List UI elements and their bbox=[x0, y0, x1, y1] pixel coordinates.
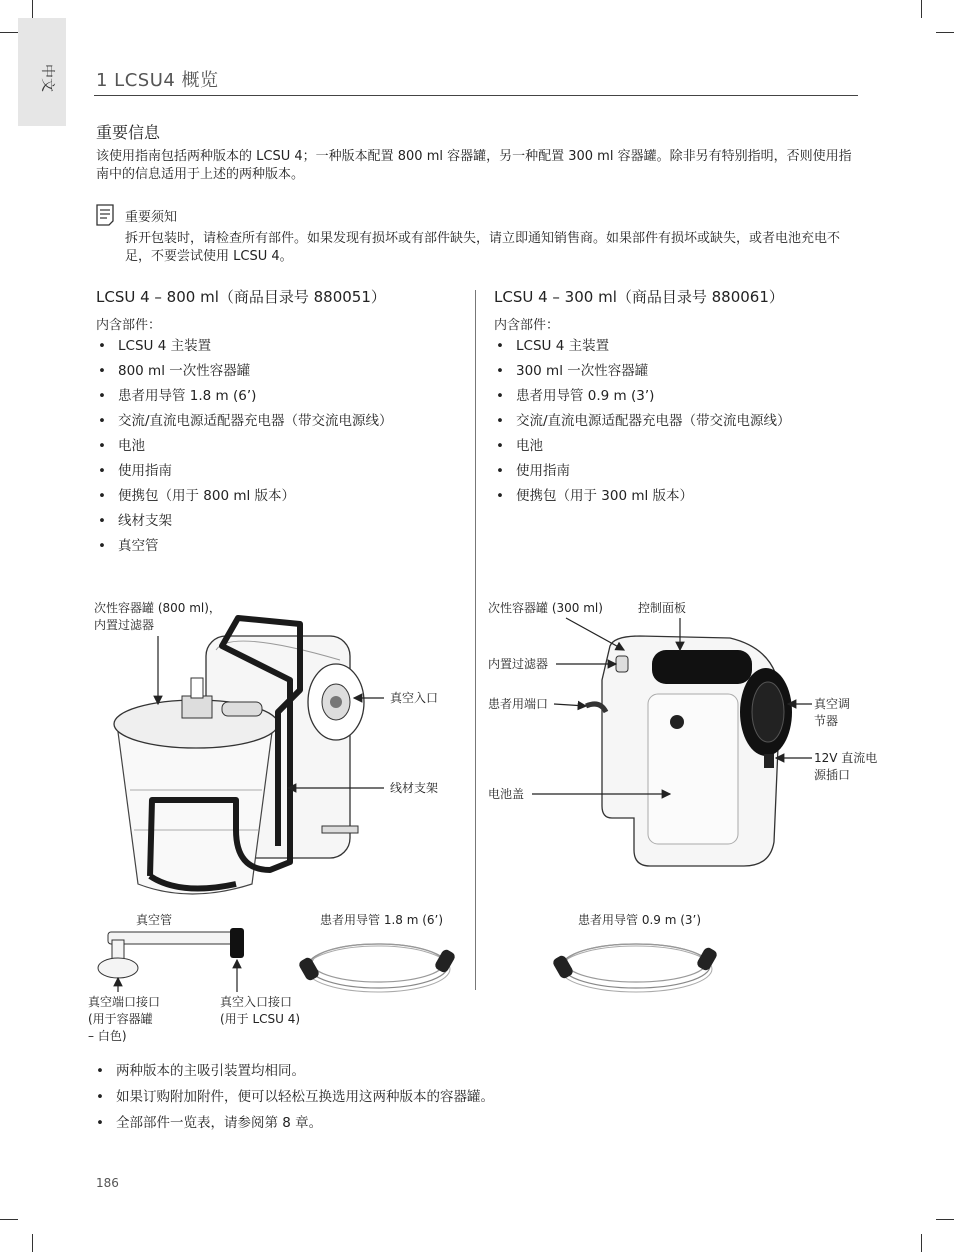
label-control-panel: 控制面板 bbox=[638, 601, 687, 615]
list-item: • 真空管 bbox=[98, 538, 159, 554]
list-item: • 使用指南 bbox=[98, 463, 172, 479]
canister-800ml bbox=[114, 678, 278, 894]
language-tab-label: 中文 bbox=[39, 64, 55, 92]
label-wire-stand: 线材支架 bbox=[390, 781, 439, 795]
label-vacuum-inlet: 真空入口 bbox=[390, 691, 439, 705]
patient-tube-coil-long bbox=[297, 944, 456, 992]
list-item: • 便携包（用于 300 ml 版本） bbox=[496, 488, 694, 504]
label-battery-cover: 电池盖 bbox=[488, 787, 525, 801]
list-item: • 800 ml 一次性容器罐 bbox=[98, 363, 251, 379]
intro-paragraph: 该使用指南包括两种版本的 LCSU 4；一种版本配置 800 ml 容器罐，另一种配置 300 ml 容器罐。除非另有特别指明，否则使用指南中的信息适用于上述的两种版本。 bbox=[96, 149, 852, 182]
list-item: • 交流/直流电源适配器充电器（带交流电源线） bbox=[496, 413, 791, 429]
label-vacuum-regulator: 真空调 节器 bbox=[814, 697, 851, 728]
label-patient-tube-long: 患者用导管 1.8 m (6’) bbox=[320, 913, 444, 927]
left-contains-label: 内含部件： bbox=[96, 318, 162, 333]
list-item: • 交流/直流电源适配器充电器（带交流电源线） bbox=[98, 413, 393, 429]
list-item: • 患者用导管 0.9 m (3’) bbox=[496, 388, 655, 404]
lcsu4-300ml-unit bbox=[586, 636, 792, 866]
list-item: • 两种版本的主吸引装置均相同。 bbox=[96, 1063, 305, 1079]
label-vacuum-port-connector: 真空端口接口 (用于容器罐 – 白色) bbox=[88, 995, 161, 1043]
note-body: 拆开包装时，请检查所有部件。如果发现有损坏或有部件缺失，请立即通知销售商。如果部件有损坏或缺失，或者电池充电不足，不要尝试使用 LCSU 4。 bbox=[125, 231, 841, 264]
list-item: • 便携包（用于 800 ml 版本） bbox=[98, 488, 296, 504]
label-inner-filter: 内置过滤器 bbox=[488, 657, 549, 671]
section-title: 重要信息 bbox=[96, 123, 161, 142]
list-item: • 300 ml 一次性容器罐 bbox=[496, 363, 649, 379]
list-item: • 患者用导管 1.8 m (6’) bbox=[98, 388, 257, 404]
list-item: • LCSU 4 主装置 bbox=[98, 338, 212, 354]
vacuum-tube-illustration bbox=[98, 928, 244, 978]
list-item: • 电池 bbox=[496, 438, 543, 454]
label-canister-800: 次性容器罐 (800 ml)， 内置过滤器 bbox=[94, 601, 221, 632]
label-vacuum-tube: 真空管 bbox=[136, 913, 173, 927]
label-patient-port: 患者用端口 bbox=[488, 697, 549, 711]
label-vacuum-inlet-connector: 真空入口接口 (用于 LCSU 4) bbox=[220, 995, 301, 1026]
right-column-heading: LCSU 4 – 300 ml（商品目录号 880061） bbox=[494, 288, 784, 306]
list-item: • 使用指南 bbox=[496, 463, 570, 479]
list-item: • 全部部件一览表，请参阅第 8 章。 bbox=[96, 1115, 323, 1131]
list-item: • 电池 bbox=[98, 438, 145, 454]
patient-tube-coil-short bbox=[551, 944, 718, 992]
label-dc-socket: 12V 直流电 源插口 bbox=[814, 751, 878, 782]
label-canister-300: 次性容器罐 (300 ml) bbox=[488, 601, 603, 615]
list-item: • 如果订购附加附件，便可以轻松互换选用这两种版本的容器罐。 bbox=[96, 1089, 494, 1105]
right-contains-label: 内含部件： bbox=[494, 318, 560, 333]
summary-notes-list bbox=[96, 1058, 494, 1136]
left-column-heading: LCSU 4 – 800 ml（商品目录号 880051） bbox=[96, 288, 386, 306]
label-patient-tube-short: 患者用导管 0.9 m (3’) bbox=[578, 913, 702, 927]
list-item: • LCSU 4 主装置 bbox=[496, 338, 610, 354]
list-item: • 线材支架 bbox=[98, 513, 172, 529]
note-title: 重要须知 bbox=[125, 210, 178, 225]
chapter-title: 1 LCSU4 概览 bbox=[96, 70, 219, 91]
page-number: 186 bbox=[96, 1176, 119, 1190]
